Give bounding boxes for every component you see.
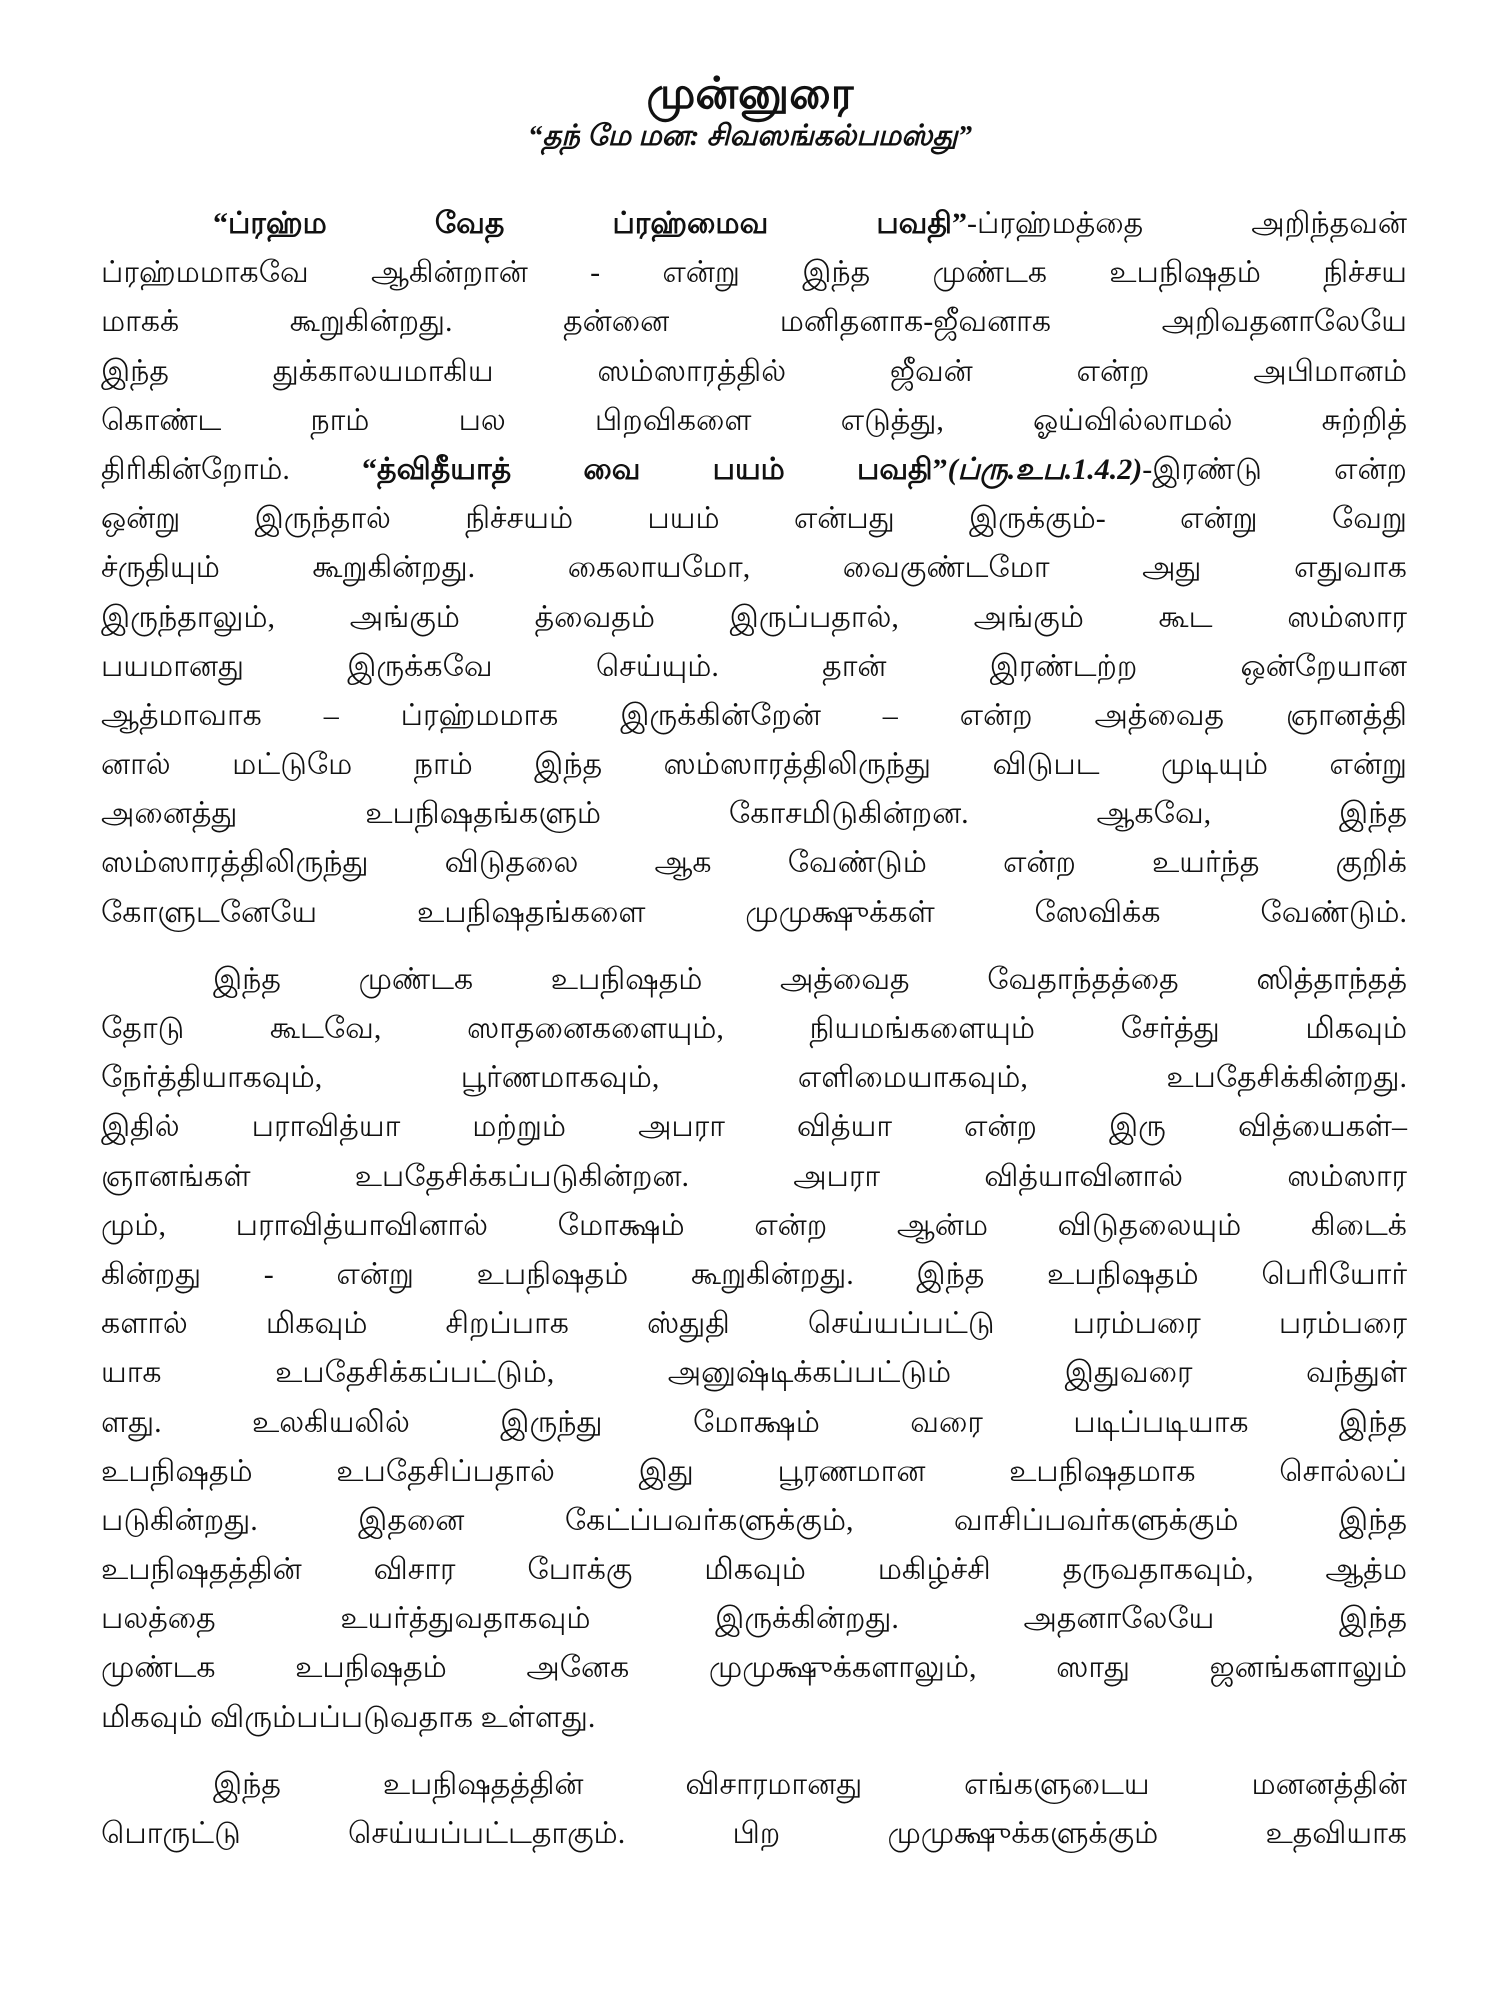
text-segment: பலத்தை உயர்த்துவதாகவும் இருக்கின்றது. அதனாலேயே இந்த [101,1602,1407,1636]
text-line [101,789,1407,838]
text-segment: கோளுடனேயே உபநிஷதங்களை முமுக்ஷுக்கள் ஸேவிக்க வேண்டும். [101,895,1407,929]
text-line [101,1594,1407,1643]
text-line [101,593,1407,642]
text-line [101,1299,1407,1348]
text-segment: ஸம்ஸாரத்திலிருந்து விடுதலை ஆக வேண்டும் என்ற உயர்ந்த குறிக் [101,846,1407,880]
text-segment: ஒன்று இருந்தால் நிச்சயம் பயம் என்பது இருக்கும்- என்று வேறு [101,502,1407,536]
text-segment: களால் மிகவும் சிறப்பாக ஸ்துதி செய்யப்பட்டு பரம்பரை பரம்பரை [101,1307,1407,1341]
text-line [101,1693,1407,1742]
text-line [101,494,1407,543]
page-subtitle-quote: “தந் மே மன: சிவஸங்கல்பமஸ்து” [527,120,973,152]
text-segment: முண்டக உபநிஷதம் அனேக முமுக்ஷுக்களாலும், ஸாது ஜனங்களாலும் [101,1651,1407,1685]
text-line [101,1760,1407,1809]
text-line [101,1102,1407,1151]
text-line [101,1348,1407,1397]
text-segment: ஆத்மாவாக – ப்ரஹ்மமாக இருக்கின்றேன் – என்ற அத்வைத ஞானத்தி [101,698,1407,732]
text-line [101,955,1407,1004]
text-segment: -ப்ரஹ்மத்தை அறிந்தவன் [966,207,1407,240]
text-line [101,1053,1407,1102]
text-segment: மிகவும் விரும்பப்படுவதாக உள்ளது. [101,1700,596,1734]
text-segment: பயமானது இருக்கவே செய்யும். தான் இரண்டற்ற ஒன்றேயான [101,649,1407,683]
text-line [101,248,1407,297]
text-line [101,396,1407,445]
text-segment: ப்ரஹ்மமாகவே ஆகின்றான் - என்று இந்த முண்டக உபநிஷதம் நிச்சய [101,256,1407,290]
text-segment: அனைத்து உபநிஷதங்களும் கோசமிடுகின்றன. ஆகவே, இந்த [101,797,1407,831]
text-line [101,1250,1407,1299]
text-segment: கொண்ட நாம் பல பிறவிகளை எடுத்து, ஓய்வில்லாமல் சுற்றித் [101,403,1407,437]
text-line [101,199,1407,248]
text-segment: யாக உபதேசிக்கப்பட்டும், அனுஷ்டிக்கப்பட்டும் இதுவரை வந்துள் [101,1356,1407,1390]
text-segment: இந்த முண்டக உபநிஷதம் அத்வைத வேதாந்தத்தை ஸித்தாந்தத் [213,962,1407,996]
text-segment: -இரண்டு என்ற [1142,452,1407,486]
text-line [101,838,1407,887]
text-segment: படுகின்றது. இதனை கேட்ப்பவர்களுக்கும், வாசிப்பவர்களுக்கும் இந்த [101,1503,1407,1537]
page-title: முன்னுரை [646,69,854,118]
text-segment: ளது. உலகியலில் இருந்து மோக்ஷம் வரை படிப்படியாக இந்த [101,1405,1407,1439]
text-segment: திரிகின்றோம். [101,452,363,486]
text-segment: இதில் பராவித்யா மற்றும் அபரா வித்யா என்ற இரு வித்யைகள்– [101,1110,1407,1144]
text-segment: நேர்த்தியாகவும், பூர்ணமாகவும், எளிமையாகவும், உபதேசிக்கின்றது. [101,1061,1407,1095]
quoted-verse: (ப்ரு.உப.1.4.2) [947,452,1143,486]
quoted-verse: “த்விதீயாத் வை பயம் பவதி” [362,452,948,486]
text-line [101,691,1407,740]
text-segment: இருந்தாலும், அங்கும் த்வைதம் இருப்பதால், அங்கும் கூட ஸம்ஸார [101,600,1407,634]
text-line [101,1643,1407,1692]
text-line [101,888,1407,937]
paragraph [101,955,1407,1742]
paragraph [101,1760,1407,1858]
text-segment: உபநிஷதம் உபதேசிப்பதால் இது பூரணமான உபநிஷதமாக சொல்லப் [101,1454,1407,1488]
text-line [101,1545,1407,1594]
text-segment: இந்த உபநிஷதத்தின் விசாரமானது எங்களுடைய மனனத்தின் [213,1767,1407,1801]
text-line [101,1152,1407,1201]
text-line [101,1004,1407,1053]
quoted-verse: “ப்ரஹ்ம வேத ப்ரஹ்மைவ பவதி” [213,207,967,240]
text-segment: ஞானங்கள் உபதேசிக்கப்படுகின்றன. அபரா வித்யாவினால் ஸம்ஸார [101,1159,1407,1193]
text-line [101,445,1407,494]
text-segment: இந்த துக்காலயமாகிய ஸம்ஸாரத்தில் ஜீவன் என்ற அபிமானம் [101,354,1407,388]
text-line [101,1496,1407,1545]
paragraph [101,199,1407,937]
text-line [101,1447,1407,1496]
text-line [101,347,1407,396]
text-segment: பொருட்டு செய்யப்பட்டதாகும். பிற முமுக்ஷுக்களுக்கும் உதவியாக [101,1817,1407,1850]
text-segment: மும், பராவித்யாவினால் மோக்ஷம் என்ற ஆன்ம விடுதலையும் கிடைக் [101,1208,1407,1242]
text-line [101,740,1407,789]
text-line [101,642,1407,691]
document-body [101,199,1407,1876]
text-segment: மாகக் கூறுகின்றது. தன்னை மனிதனாக-ஜீவனாக அறிவதனாலேயே [101,305,1407,339]
text-line [101,1809,1407,1858]
text-segment: கின்றது - என்று உபநிஷதம் கூறுகின்றது. இந்த உபநிஷதம் பெரியோர் [101,1257,1407,1291]
text-line [101,1201,1407,1250]
text-line [101,297,1407,346]
text-segment: தோடு கூடவே, ஸாதனைகளையும், நியமங்களையும் சேர்த்து மிகவும் [101,1012,1407,1045]
text-line [101,1398,1407,1447]
text-segment: னால் மட்டுமே நாம் இந்த ஸம்ஸாரத்திலிருந்து விடுபட முடியும் என்று [101,748,1407,782]
text-line [101,543,1407,592]
text-segment: உபநிஷதத்தின் விசார போக்கு மிகவும் மகிழ்ச்சி தருவதாகவும், ஆத்ம [101,1553,1407,1587]
text-segment: ச்ருதியும் கூறுகின்றது. கைலாயமோ, வைகுண்டமோ அது எதுவாக [101,551,1407,585]
